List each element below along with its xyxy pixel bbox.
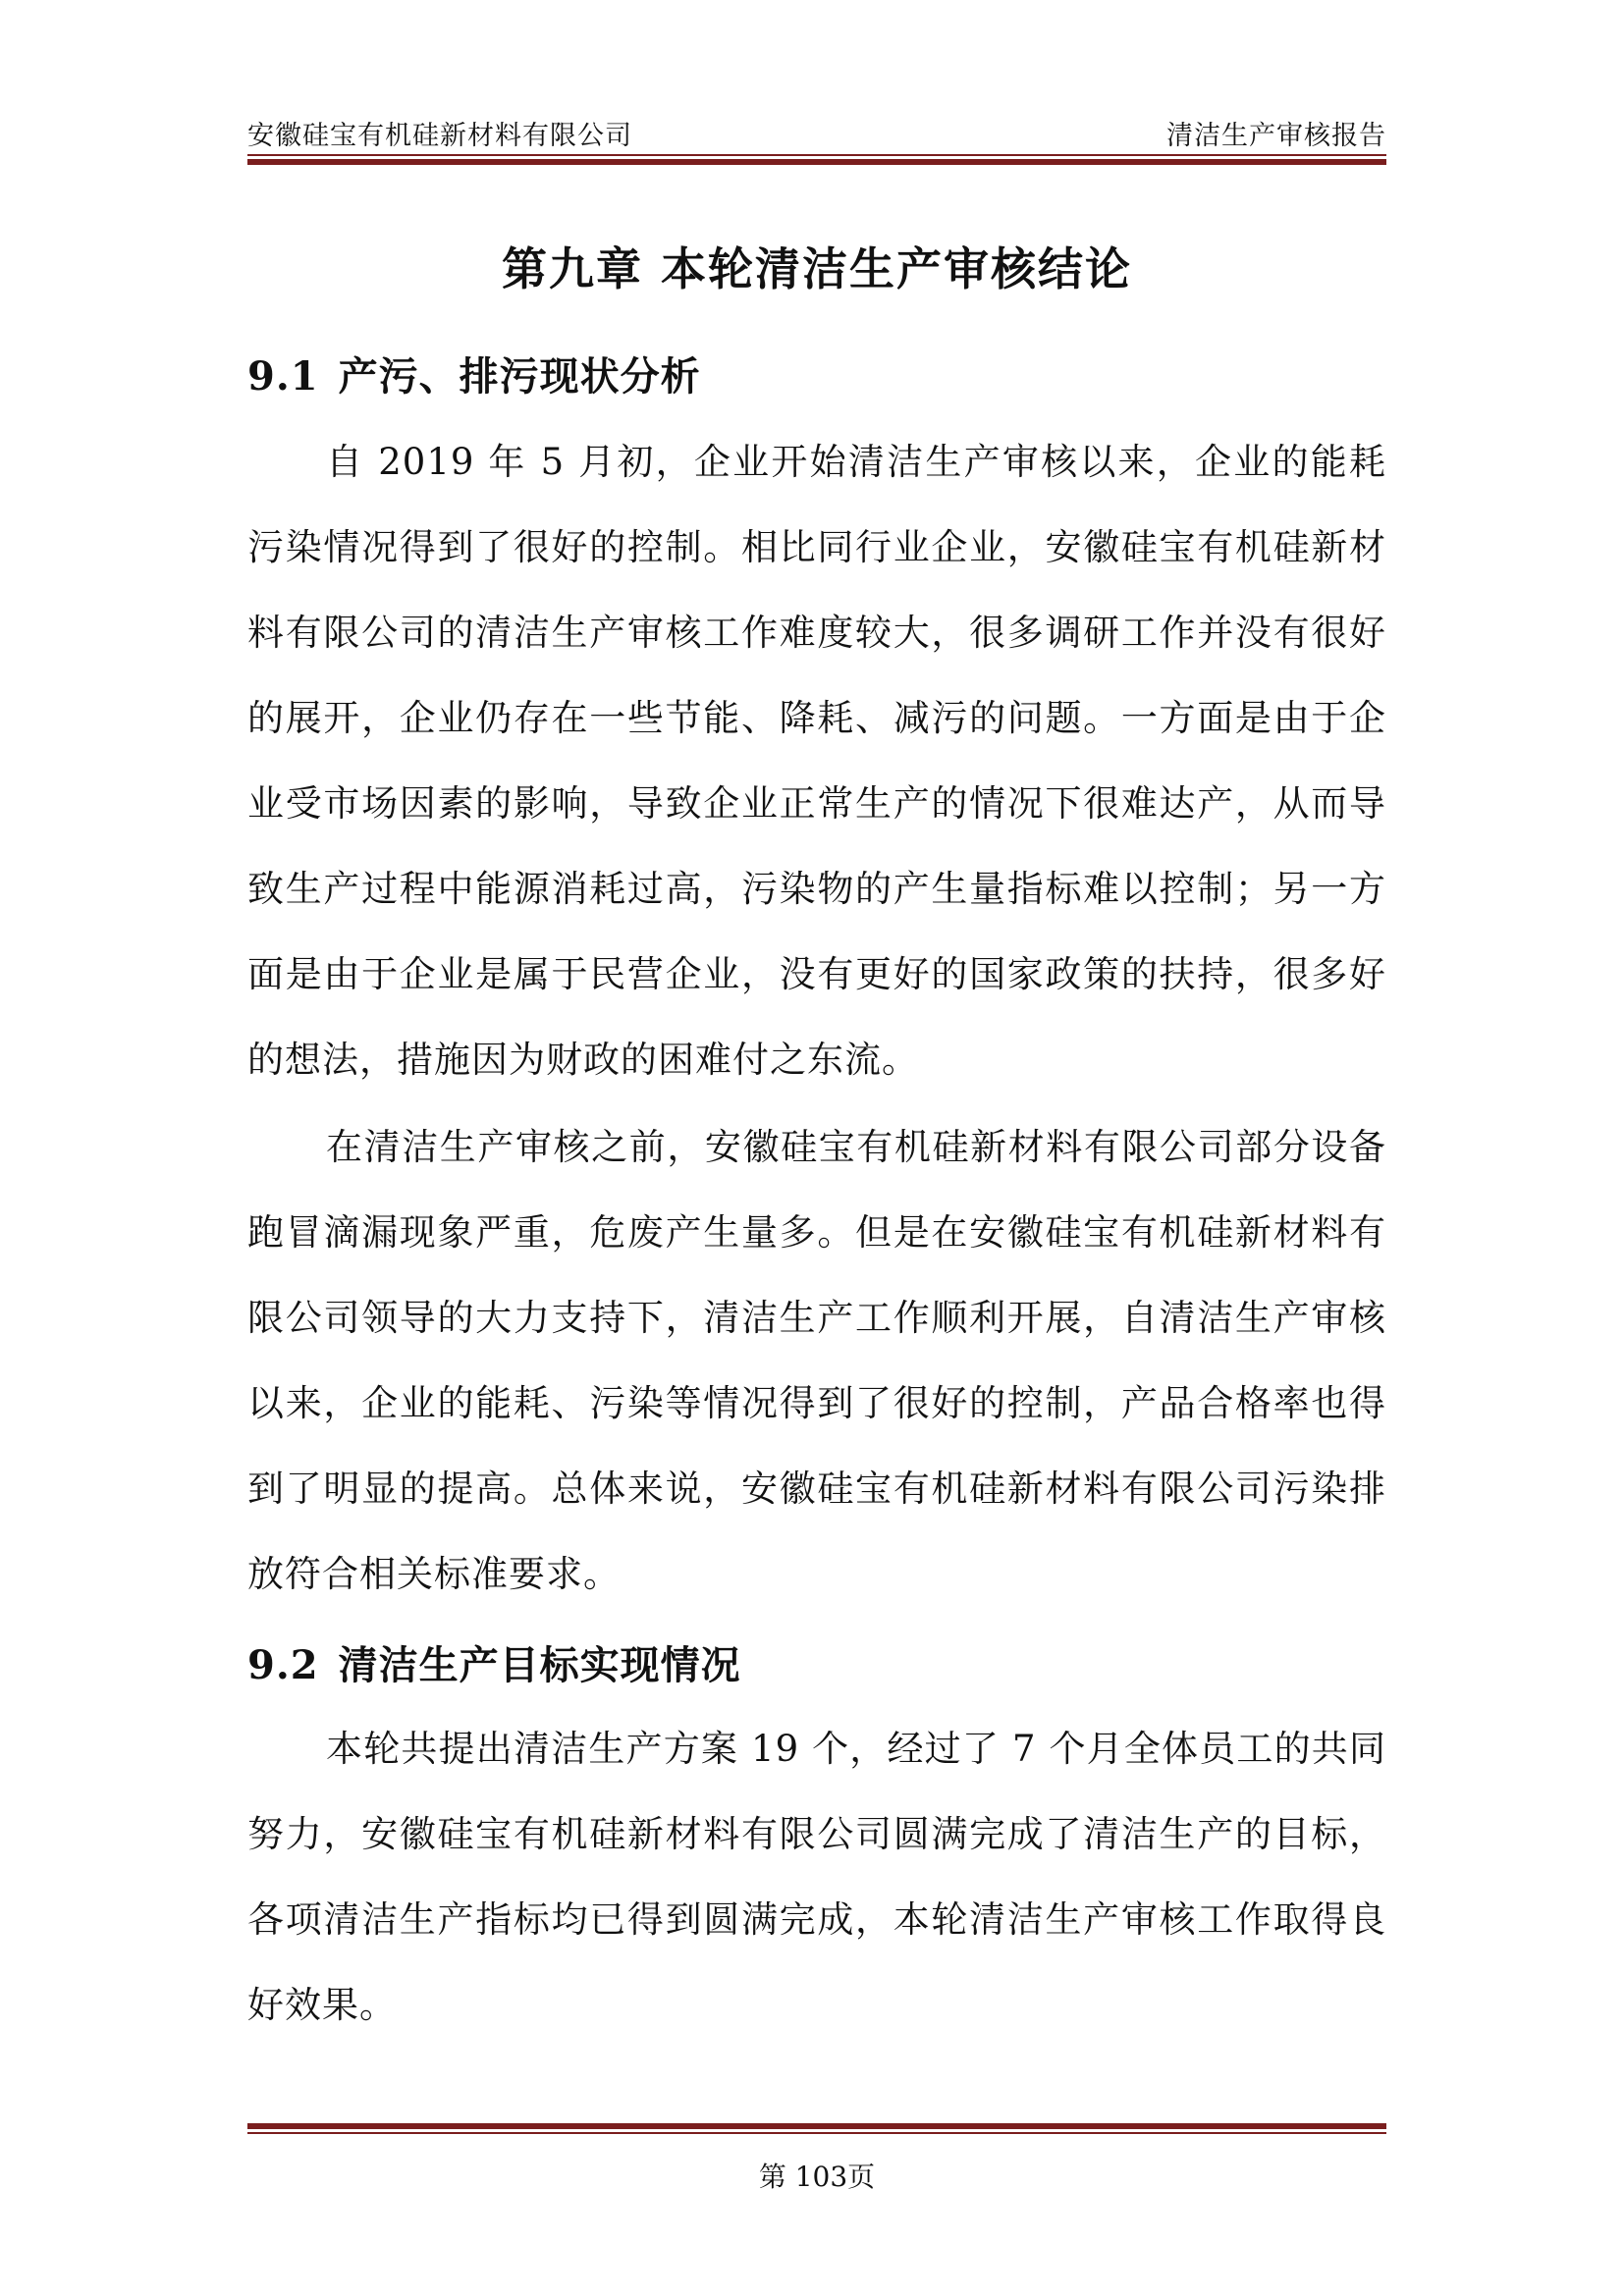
section-number: 9.1 [247,353,319,400]
paragraph: 本轮共提出清洁生产方案 19 个，经过了 7 个月全体员工的共同努力，安徽硅宝有机硅新材料有限公司圆满完成了清洁生产的目标，各项清洁生产指标均已得到圆满完成，本轮清洁生产审核工作取得良好效果。 [247,1728,1386,2026]
page-header [247,106,1386,161]
header-company-name: 安徽硅宝有机硅新材料有限公司 [247,121,632,151]
section-heading-9-1 [247,346,1386,401]
header-report-type: 清洁生产审核报告 [1166,121,1386,151]
header-rule-thin [247,154,1386,156]
section-title-text: 清洁生产目标实现情况 [338,1643,741,1688]
page-number: 第 103页 [758,2161,876,2193]
section-number: 9.2 [247,1642,319,1688]
footer-rule-thin [247,2132,1386,2134]
footer-rule-thick [247,2123,1386,2129]
paragraph: 自 2019 年 5 月初，企业开始清洁生产审核以来，企业的能耗污染情况得到了很好的控制。相比同行业企业，安徽硅宝有机硅新材料有限公司的清洁生产审核工作难度较大，很多调研工作并没有很好的展开，企业仍存在一些节能、降耗、减污的问题。一方面是由于企业受市场因素的影响，导致企业正常生产的情况下很难达产，从而导致生产过程中能源消耗过高，污染物的产生量指标难以控制；另一方面是由于企业是属于民营企业，没有更好的国家政策的扶持，很多好的想法，措施因为财政的困难付之东流。 [247,441,1386,1081]
paragraph: 在清洁生产审核之前，安徽硅宝有机硅新材料有限公司部分设备跑冒滴漏现象严重，危废产生量多。但是在安徽硅宝有机硅新材料有限公司领导的大力支持下，清洁生产工作顺利开展，自清洁生产审核以来，企业的能耗、污染等情况得到了很好的控制，产品合格率也得到了明显的提高。总体来说，安徽硅宝有机硅新材料有限公司污染排放符合相关标准要求。 [247,1126,1386,1595]
chapter-title: 第九章 本轮清洁生产审核结论 [501,242,1132,295]
header-rule-thick [247,159,1386,165]
section-heading-9-2 [247,1634,1386,1690]
section-title-text: 产污、排污现状分析 [338,354,701,400]
